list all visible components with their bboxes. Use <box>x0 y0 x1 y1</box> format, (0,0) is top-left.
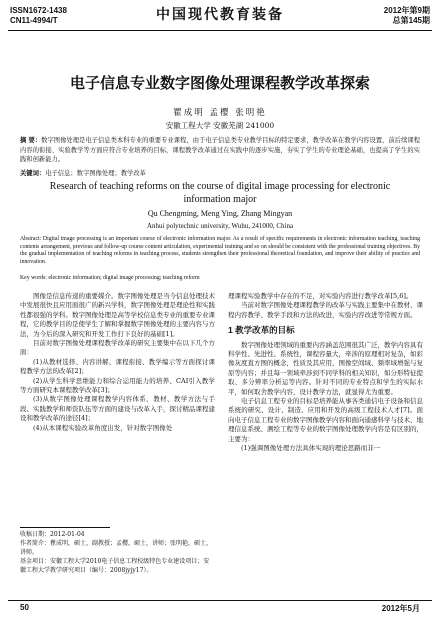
footer-date: 2012年5月 <box>381 604 420 613</box>
page-number: 50 <box>20 603 29 612</box>
affiliation: 安徽工程大学 安徽芜湖 241000 <box>165 121 275 130</box>
paragraph: 图像是信息传递的重要媒介。数字图像处理是当今信息处理技术中发展很快且应用面很广的新兴学科，数字图像处理是理论性和实践性都很强的学科。数字图像处理是高等学校信息类专业的重要专业课程，它的教学目的是使学生了解和掌握数字图像处理的主要内容与方法，为今后的深入研究和开发工作打下良好的基础[1]。 <box>20 292 215 338</box>
list-item: (3)从数字图像处理课程教学内容体系、教材、教学方法与手段、实践教学和师资队伍等方面的建设与改革入手，探讨精品课程建设和教学改革的途径[4]； <box>20 395 215 423</box>
abstract-label: 摘 要： <box>20 137 42 144</box>
total-issue: 总第145期 <box>392 16 430 25</box>
cn-number: CN11-4994/T <box>10 16 58 25</box>
paragraph: 目前对数字图像处理课程教学改革的研究主要集中在以下几个方面： <box>20 339 215 357</box>
keywords <box>20 168 420 177</box>
issue-number: 2012年第9期 <box>383 6 430 15</box>
issue-info <box>384 6 430 26</box>
list-item: (1)强调图像处理方法具体实现的理论思路而非一 <box>241 444 381 453</box>
journal-codes <box>10 6 67 26</box>
footnote-rule <box>20 527 110 528</box>
left-column <box>20 292 215 433</box>
keywords-text: 电子信息；数字图像处理；教学改革 <box>45 170 146 177</box>
paragraph: 当前对数字图像处理课程教学的改革与实践主要集中在教材、课程内容教学、教学手段和方法的改进，实验内容改进等常规方面。 <box>228 301 423 319</box>
paper-title: 电子信息专业数字图像处理课程教学改革探索 <box>69 74 370 92</box>
english-authors: Qu Chengming, Meng Ying, Zhang Mingyan <box>147 209 293 218</box>
english-keywords: Key words: electronic information; digital image processing; teaching reform <box>20 275 200 281</box>
abstract-text: 数字图像处理是电子信息类本科专业的重要专业课程，由于电子信息类专业教学目标的特定要求，教学改革在教学内容设置、前后续课程内容的衔接、实验教学等方面应符合专业培养的目标，课程教学改革通过在实践中的逐步实施，夯实了学生的专业理论基础，也提高了学生的实践和创新能力。 <box>20 137 420 163</box>
header-rule <box>8 30 432 31</box>
right-column <box>228 292 423 454</box>
keywords-label: 关键词： <box>20 170 46 177</box>
list-item: (2)从学生科学思维能力和综合运用能力的培养、CAI引入教学等方面研究本课程教学改革[3]； <box>20 376 215 395</box>
issn: ISSN1672-1438 <box>10 6 67 15</box>
authors: 瞿成明 孟樱 张明艳 <box>173 108 267 118</box>
paragraph: 电子信息工程专业的目标是培养能从事各类通信电子设备和信息系统的研究、设计、制造、应用和开发的高级工程技术人才[7]。面向电子信息工程专业的数字图像教学内容和面向通感科学与技术、地理信息系统、测绘工程等专业的数字图像处理教学内容是有区别的，主要为： <box>228 397 423 443</box>
footnote: 收稿日期：2012-01-04 作者简介：瞿成明，硕士，副教授；孟樱，硕士，讲师；张明艳，硕士，讲师。 基金项目：安徽工程大学2010电子信息工程校级特色专业建设项目；安徽工程大学教学研究项目（编号：2008jyjy17）。 <box>20 531 213 574</box>
english-abstract: Abstract: Digital image processing is an important course of electronic information major. As a result of specific requirements in electronic information teaching, teaching contents arrangement, previous and follow-up course content articulation, experimental training and so on should be consistent with the professional training objectives. By the gradual implementation of teaching reforms in teaching process, students strengthen their professional theoretical foundation, and improve their ability of practice and innovation. <box>20 236 420 265</box>
paragraph: 数字图像处理领域的重要内容涵盖范围很其广泛，教学内容具有科学性、先进性、系统性，课程容量大，牵涉的原理相对复杂，如彩像灰度直方图的概念，性质及其应用，图像空间域、频率域增强与复原等内容；并且每一领域牵涉到不同学科的相关知识，如分形特征提取、多分辨率分析运等内容。针对不同的专业特点和学生的实际水平，如何取舍教学内容，设计教学方法，就显得尤为重要。 <box>228 340 423 396</box>
english-affiliation: Anhui polytechnic university, Wuhu, 241000, China <box>146 222 294 230</box>
footer-rule <box>8 600 432 601</box>
paragraph: 理课程实验教学中存在的不足，对实验内容进行教学改革[5,6]。 <box>228 292 413 300</box>
list-item: (1)从教材选择、内容讲解、课程衔接、教学编示等方面探讨课程教学方法的改革[2]； <box>20 357 215 376</box>
abstract <box>20 136 420 165</box>
english-title: Research of teaching reforms on the course of digital image processing for electronic information major <box>49 181 391 205</box>
journal-name: 中国现代教育装备 <box>156 7 284 23</box>
section-heading: 1 教学改革的目标 <box>228 325 295 336</box>
list-item: (4)从本课程实验改革角度出发，针对数字图像处 <box>33 423 173 432</box>
